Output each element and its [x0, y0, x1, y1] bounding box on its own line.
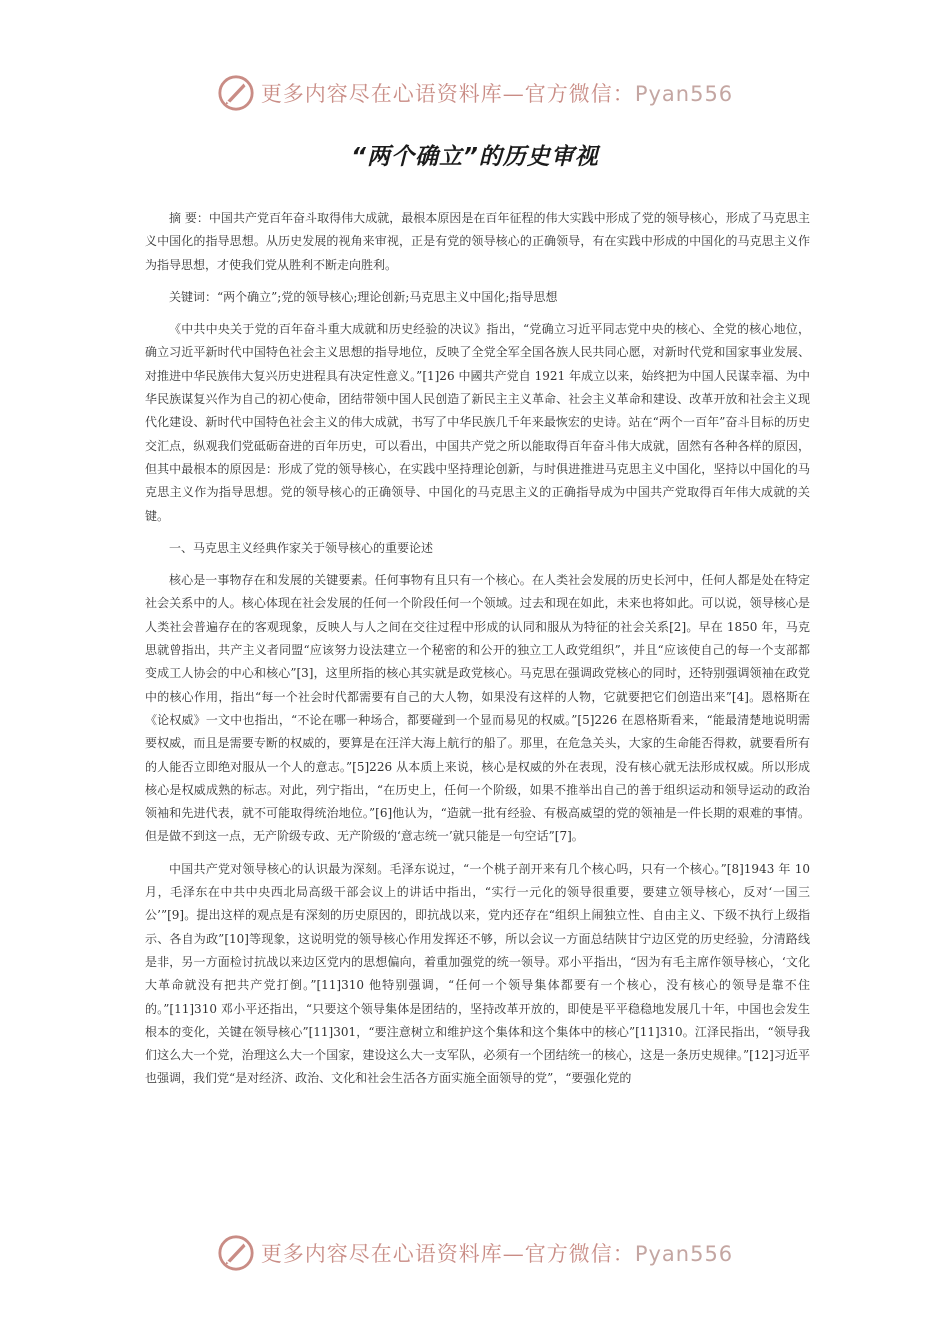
- body-paragraph: 中国共产党对领导核心的认识最为深刻。毛泽东说过，“一个桃子剖开来有几个核心吗，只有一个核心。”[8]1943 年 10 月，毛泽东在中共中央西北局高级干部会议上的讲话中指出，“实行一元化的领导很重要，要建立领导核心，反对‘一国三公’”[9]。提出这样的观点是有深刻的历史原因的，即抗战以来，党内还存在“组织上闹独立性、自由主义、下级不执行上级指示、各自为政”[10]等现象，这说明党的领导核心作用发挥还不够，所以会议一方面总结陕甘宁边区党的历史经验，分清路线是非，另一方面检讨抗战以来边区党内的思想偏向，着重加强党的统一领导。邓小平指出，“因为有毛主席作领导核心，‘文化大革命就没有把共产党打倒。”[11]310 他特别强调，“任何一个领导集体都要有一个核心，没有核心的领导是靠不住的。”[11]310 邓小平还指出，“只要这个领导集体是团结的，坚持改革开放的，即使是平平稳稳地发展几十年，中国也会发生根本的变化，关键在领导核心”[11]301，“要注意树立和维护这个集体和这个集体中的核心”[11]310。江泽民指出，“领导我们这么大一个党，治理这么大一个国家，建设这么大一支军队，必须有一个团结统一的核心，这是一条历史规律。”[12]习近平也强调，我们党“是对经济、政治、文化和社会生活各方面实施全面领导的党”，“要强化党的: [145, 861, 810, 1086]
- wechat-id: Pyan556: [634, 1242, 734, 1266]
- banner-text: 更多内容尽在心语资料库—官方微信：Pyan556: [260, 82, 734, 106]
- document-title: “两个确立”的历史审视: [351, 144, 599, 170]
- watermark-banner-top: [0, 68, 950, 118]
- watermark-banner-bottom: [0, 1228, 950, 1278]
- body-paragraph: 核心是一事物存在和发展的关键要素。任何事物有且只有一个核心。在人类社会发展的历史长河中，任何人都是处在特定社会关系中的人。核心体现在社会发展的任何一个阶段任何一个领域。过去和现在如此，未来也将如此。可以说，领导核心是人类社会普遍存在的客观现象，反映人与人之间在交往过程中形成的认同和服从为特征的社会关系[2]。早在 1850 年，马克思就曾指出，共产主义者同盟“应该努力设法建立一个秘密的和公开的独立工人政党组织”，并且“应该使自己的每一个支部都变成工人协会的中心和核心”[3]，这里所指的核心其实就是政党核心。马克思在强调政党核心的同时，还特别强调领袖在政党中的核心作用，指出“每一个社会时代都需要有自己的大人物，如果没有这样的人物，它就要把它们创造出来”[4]。恩格斯在《论权威》一文中也指出，“不论在哪一种场合，都要碰到一个显而易见的权威。”[5]226 在恩格斯看来，“能最清楚地说明需要权威，而且是需要专断的权威的，要算是在汪洋大海上航行的船了。那里，在危急关头，大家的生命能否得救，就要看所有的人能否立即绝对服从一个人的意志。”[5]226 从本质上来说，核心是权威的外在表现，没有核心就无法形成权威。所以形成核心是权威成熟的标志。对此，列宁指出，“在历史上，任何一个阶级，如果不推举出自己的善于组织运动和领导运动的政治领袖和先进代表，就不可能取得统治地位。”[6]他认为，“造就一批有经验、有极高威望的党的领袖是一件长期的艰难的事情。但是做不到这一点，无产阶级专政、无产阶级的‘意志统一’就只能是一句空话”[7]。: [145, 573, 810, 844]
- banner-text: 更多内容尽在心语资料库—官方微信：Pyan556: [260, 1242, 734, 1266]
- section-heading: 一、马克思主义经典作家关于领导核心的重要论述: [169, 540, 434, 555]
- seal-logo-icon: [217, 74, 255, 112]
- keywords-paragraph: 关键词：“两个确立”;党的领导核心;理论创新;马克思主义中国化;指导思想: [169, 289, 558, 304]
- body-paragraph: 《中共中央关于党的百年奋斗重大成就和历史经验的决议》指出，“党确立习近平同志党中央的核心、全党的核心地位，确立习近平新时代中国特色社会主义思想的指导地位，反映了全党全军全国各族人民共同心愿，对新时代党和国家事业发展、对推进中华民族伟大复兴历史进程具有决定性意义。”[1]26 中國共产党自 1921 年成立以来，始终把为中国人民谋幸福、为中华民族谋复兴作为自己的初心使命，团结带领中国人民创造了新民主主义革命、社会主义革命和建设、改革开放和社会主义现代化建设、新时代中国特色社会主义的伟大成就，书写了中华民族几千年来最恢宏的史诗。站在“两个一百年”奋斗目标的历史交汇点，纵观我们党砥砺奋进的百年历史，可以看出，中国共产党之所以能取得百年奋斗伟大成就，固然有各种各样的原因，但其中最根本的原因是：形成了党的领导核心，在实践中坚持理论创新，与时俱进推进马克思主义中国化，坚持以中国化的马克思主义作为指导思想。党的领导核心的正确领导、中国化的马克思主义的正确指导成为中国共产党取得百年伟大成就的关键。: [145, 322, 810, 523]
- document-body: [145, 207, 810, 1100]
- wechat-id: Pyan556: [634, 82, 734, 106]
- seal-logo-icon: [217, 1234, 255, 1272]
- abstract-paragraph: 摘 要：中国共产党百年奋斗取得伟大成就，最根本原因是在百年征程的伟大实践中形成了党的领导核心，形成了马克思主义中国化的指导思想。从历史发展的视角来审视，正是有党的领导核心的正确领导，有在实践中形成的中国化的马克思主义作为指导思想，才使我们党从胜利不断走向胜利。: [145, 211, 810, 272]
